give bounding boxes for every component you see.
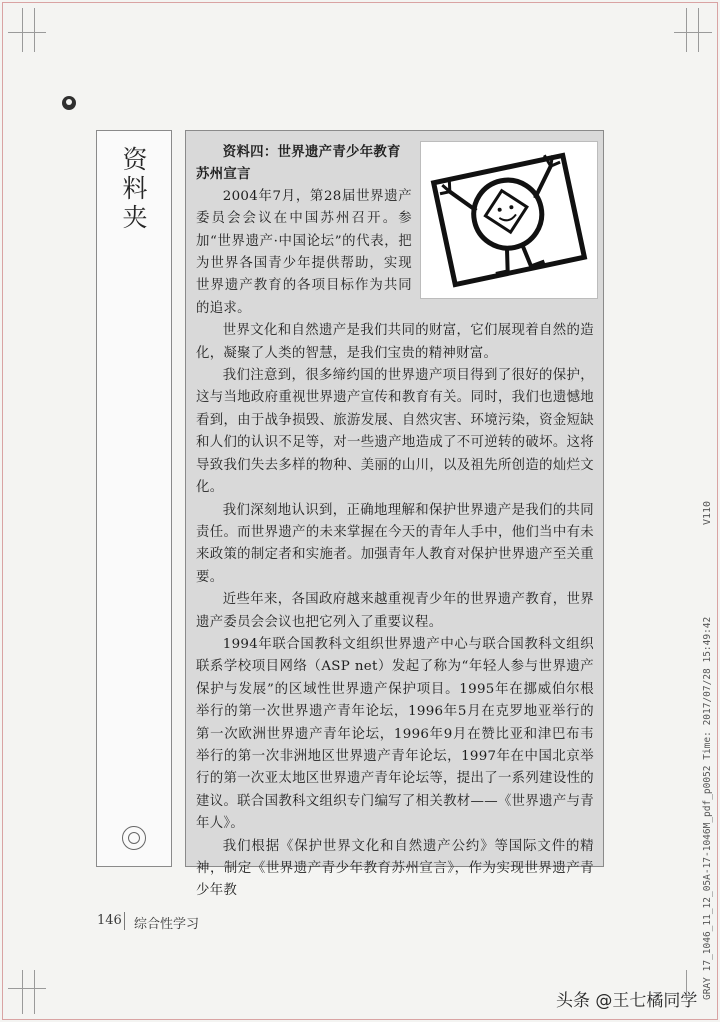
article-paragraph: 世界文化和自然遗产是我们共同的财富，它们展现着自然的造化，凝聚了人类的智慧，是我们宝贵的精神财富。: [196, 323, 594, 361]
section-title: 综合性学习: [134, 917, 200, 932]
article-paragraph: 我们深刻地认识到，正确地理解和保护世界遗产是我们的共同责任。而世界遗产的未来掌握在今天的青年人手中，他们当中有未来政策的制定者和实施者。加强青年人教育对保护世界遗产至关重要。: [196, 502, 594, 585]
crop-mark: [8, 32, 46, 33]
side-label: 资料夹: [122, 145, 148, 232]
print-code: V110: [702, 500, 713, 525]
side-label-box: [96, 130, 172, 867]
print-metadata: [702, 617, 713, 1000]
gray-label: GRAY: [702, 977, 713, 1000]
article-paragraph: 近些年来，各国政府越来越重视青少年的世界遗产教育，世界遗产委员会会议也把它列入了重要议程。: [196, 592, 594, 630]
crop-mark: [674, 32, 712, 33]
crop-mark: [698, 8, 699, 52]
crop-mark: [34, 970, 35, 1014]
article-paragraph: 2004年7月，第28届世界遗产委员会会议在中国苏州召开。参加“世界遗产·中国论坛”的代表，把为世界各国青少年提供帮助，实现世界遗产教育的各项目标作为共同的追求。: [196, 188, 412, 316]
registration-icon: [62, 96, 76, 110]
article-paragraph: 我们注意到，很多缔约国的世界遗产项目得到了很好的保护，这与当地政府重视世界遗产宣传和教育有关。同时，我们也遗憾地看到，由于战争损毁、旅游发展、自然灾害、环境污染，资金短缺和人们的认识不足等，对一些遗产地造成了不可逆转的破坏。这将导致我们失去多样的物种、美丽的山川，以及祖先所创造的灿烂文化。: [196, 368, 594, 496]
circle-icon: [122, 826, 146, 850]
article-paragraph: 我们根据《保护世界文化和自然遗产公约》等国际文件的精神，制定《世界遗产青少年教育苏州宣言》，作为实现世界遗产青少年教: [196, 838, 594, 899]
article-box: [185, 130, 604, 899]
article-content: [196, 141, 594, 903]
print-info-text: 17_1046_11_12_05A-17-1046M_pdf_p0052 Time: 2017/07/28 15:49:42: [702, 616, 713, 972]
crop-mark: [686, 8, 687, 52]
page-number: 146: [97, 913, 122, 928]
mascot-icon: [421, 142, 597, 298]
crop-mark: [22, 970, 23, 1014]
article-heading: 资料四：世界遗产青少年教育苏州宣言: [196, 144, 401, 183]
crop-mark: [34, 8, 35, 52]
footer-divider: [124, 912, 125, 930]
watermark: 头条 @王七橘同学: [556, 991, 698, 1011]
heritage-mascot-illustration: [420, 141, 598, 299]
crop-mark: [22, 8, 23, 52]
article-paragraph: 1994年联合国教科文组织世界遗产中心与联合国教科文组织联系学校项目网络（ASP net）发起了称为“年轻人参与世界遗产保护与发展”的区域性世界遗产保护项目。1995年在挪威伯尔根举行的第一次世界遗产青年论坛，1996年5月在克罗地亚举行的第一次欧洲世界遗产青年论坛，1996年9月在赞比亚和津巴布韦举行的第一次非洲地区世界遗产青年论坛，1997年在中国北京举行的第一次亚太地区世界遗产青年论坛等，提出了一系列建设性的建议。联合国教科文组织专门编写了相关教材——《世界遗产与青年人》。: [196, 636, 594, 832]
crop-mark: [8, 988, 46, 989]
